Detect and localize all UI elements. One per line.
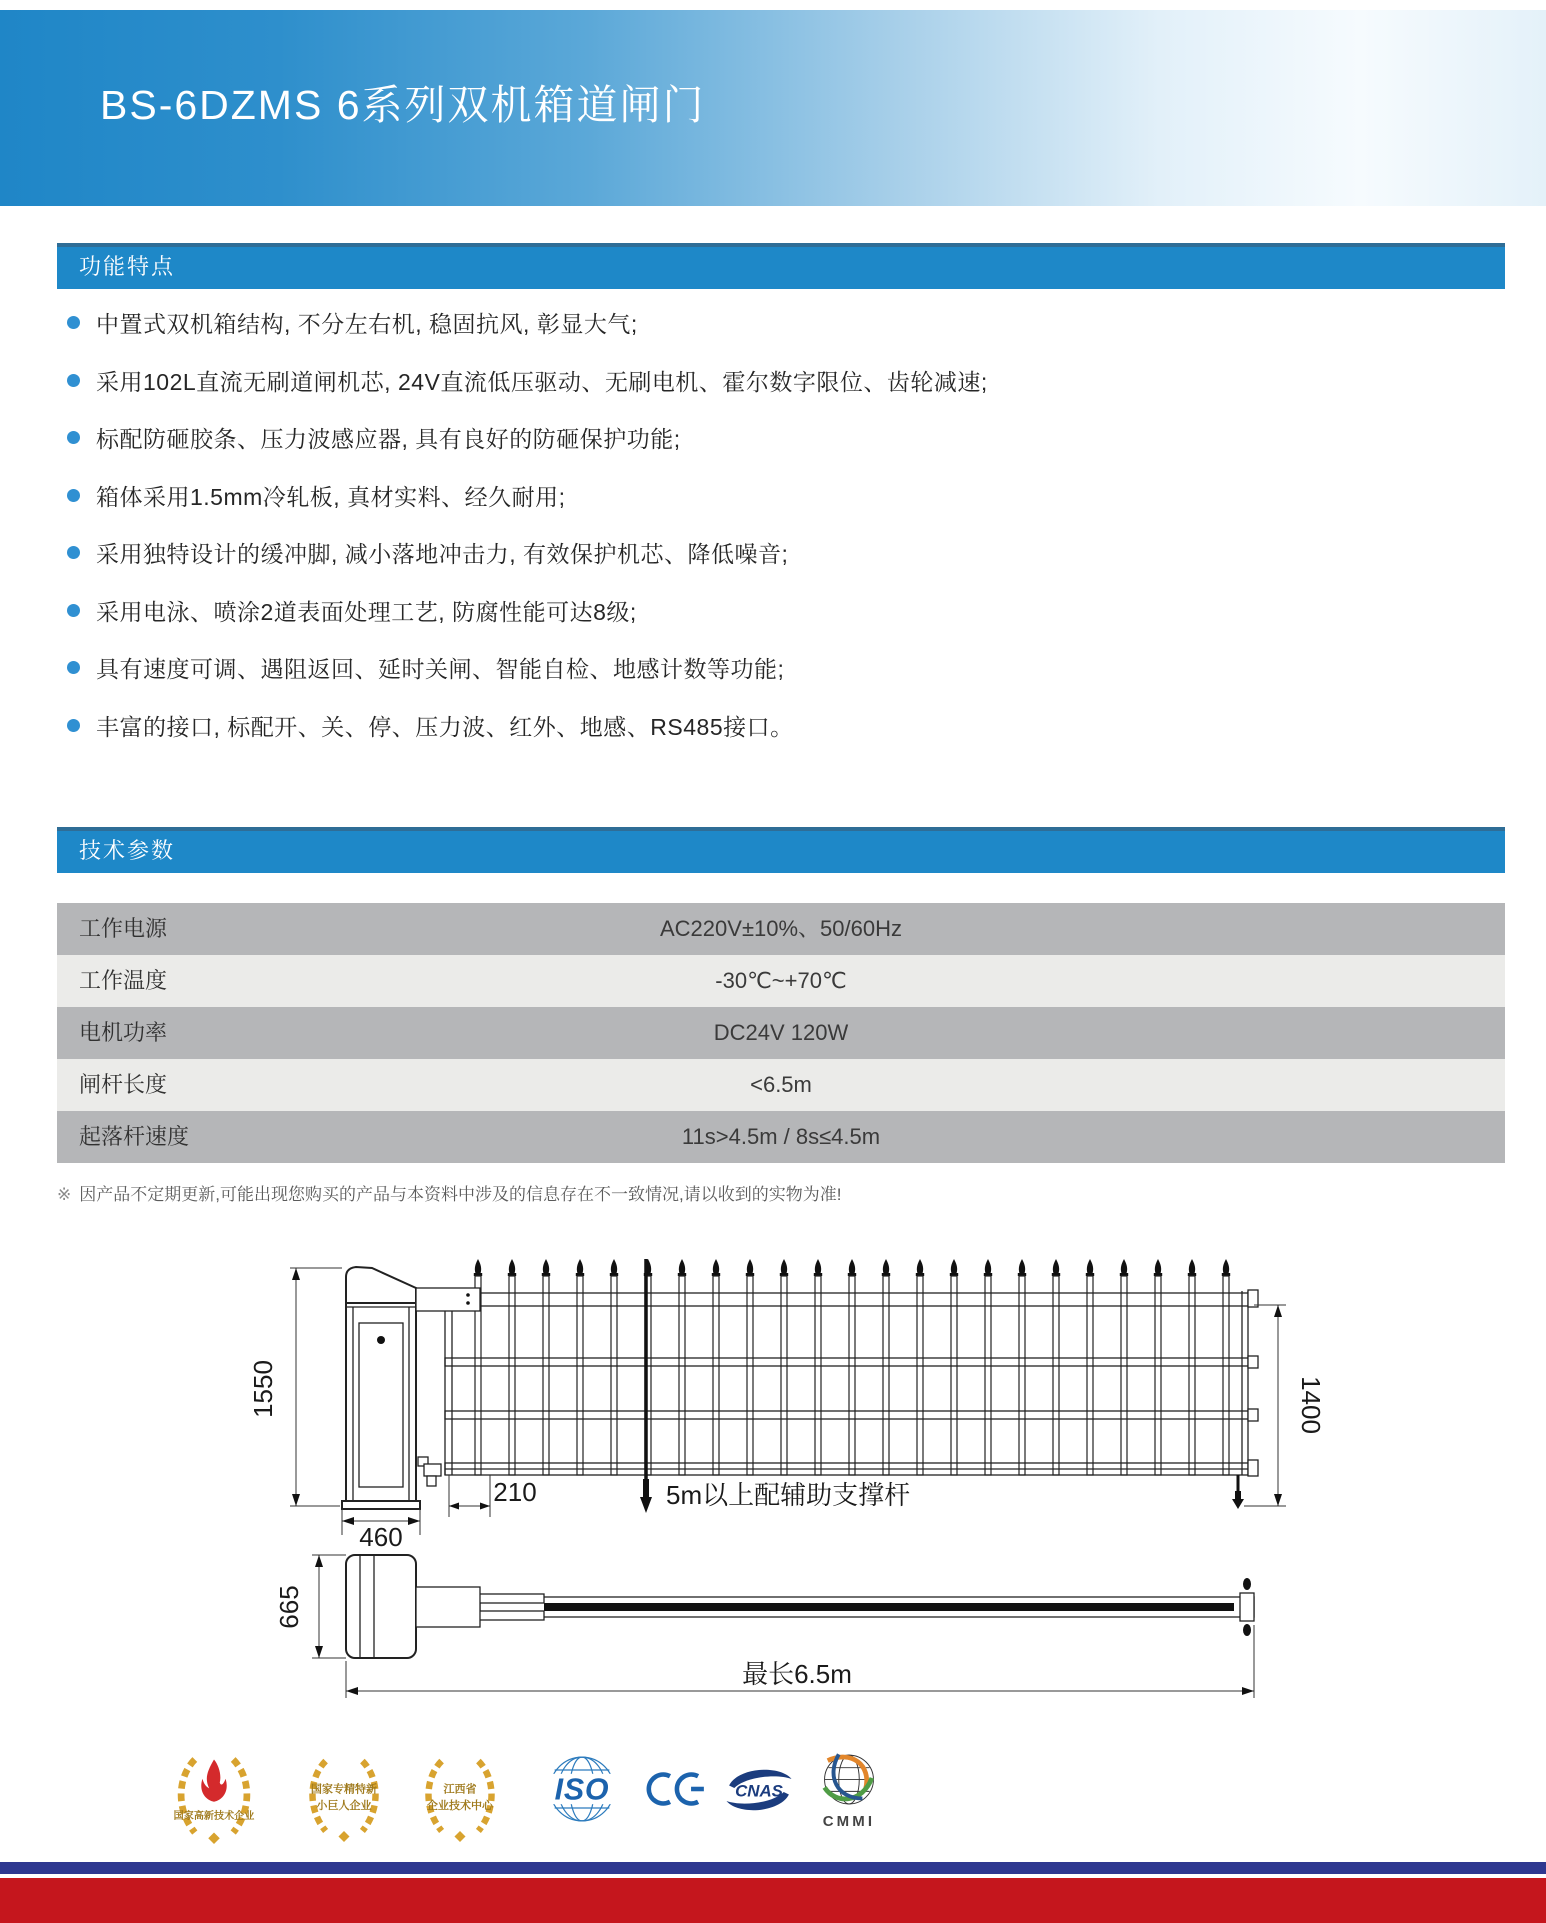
feature-text: 采用独特设计的缓冲脚, 减小落地冲击力, 有效保护机芯、降低噪音;: [96, 541, 789, 568]
cert-logo-cnas: [720, 1762, 798, 1823]
flame-icon: [201, 1760, 226, 1802]
disclaimer-note: [57, 1180, 841, 1205]
table-row: [57, 1111, 1505, 1163]
cert-badge-specialized-sme: [298, 1746, 390, 1851]
bullet-icon: [67, 489, 80, 502]
dim-cabinet-height: 1550: [248, 1360, 278, 1418]
spec-value: -30℃~+70℃: [715, 968, 847, 993]
spec-label: 工作电源: [79, 916, 168, 941]
spec-label: 起落杆速度: [79, 1124, 190, 1149]
spec-label: 闸杆长度: [79, 1072, 168, 1097]
feature-item: [57, 294, 1505, 352]
footer-navy-stripe: [0, 1862, 1546, 1874]
bullet-icon: [67, 431, 80, 444]
feature-item: [57, 582, 1505, 640]
cert-badge-national-high-tech: [166, 1746, 262, 1851]
cmmi-globe-icon: [812, 1748, 886, 1830]
feature-item: [57, 409, 1505, 467]
spec-label: 工作温度: [79, 968, 168, 993]
feature-item: [57, 639, 1505, 697]
note-text: 因产品不定期更新,可能出现您购买的产品与本资料中涉及的信息存在不一致情况,请以收到的实物为准!: [79, 1185, 842, 1204]
feature-text: 丰富的接口, 标配开、关、停、压力波、红外、地感、RS485接口。: [96, 713, 794, 740]
feature-text: 标配防砸胶条、压力波感应器, 具有良好的防砸保护功能;: [96, 426, 681, 453]
spec-value: <6.5m: [750, 1072, 812, 1097]
features-heading: 功能特点: [79, 254, 176, 279]
technical-drawing: [222, 1243, 1402, 1720]
bullet-icon: [67, 604, 80, 617]
cert-label: 企业技术中心: [426, 1799, 494, 1812]
feature-item: [57, 697, 1505, 755]
specs-heading: 技术参数: [79, 838, 176, 863]
cmmi-label: CMMI: [822, 1813, 876, 1830]
iso-globe-icon: [544, 1750, 620, 1828]
feature-item: [57, 352, 1505, 410]
cnas-swoosh-icon: [720, 1762, 798, 1818]
dim-cabinet-width: 460: [359, 1522, 403, 1552]
cert-label: 江西省: [443, 1783, 477, 1796]
feature-item: [57, 524, 1505, 582]
feature-item: [57, 467, 1505, 525]
cert-logo-cmmi: [812, 1748, 886, 1835]
laurel-wreath-icon: [298, 1746, 390, 1846]
feature-text: 采用电泳、喷涂2道表面处理工艺, 防腐性能可达8级;: [96, 598, 637, 625]
bullet-icon: [67, 661, 80, 674]
table-row: [57, 1059, 1505, 1111]
feature-text: 箱体采用1.5mm冷轧板, 真材实料、经久耐用;: [96, 483, 566, 510]
cert-label: 小巨人企业: [316, 1799, 372, 1812]
dim-cabinet-depth: 665: [274, 1585, 304, 1629]
cert-badge-jiangxi-tech-center: [414, 1746, 506, 1851]
barrier-gate-drawing: [222, 1243, 1402, 1715]
dim-max-length: 最长6.5m: [742, 1659, 852, 1689]
feature-text: 采用102L直流无刷道闸机芯, 24V直流低压驱动、无刷电机、霍尔数字限位、齿轮减速;: [96, 368, 988, 395]
support-rod-note: 5m以上配辅助支撑杆: [666, 1480, 911, 1510]
cert-label: 国家专精特新: [310, 1783, 378, 1796]
cnas-label: CNAS: [735, 1781, 783, 1801]
note-marker: ※: [57, 1185, 72, 1204]
header-band: [0, 10, 1546, 206]
feature-text: 中置式双机箱结构, 不分左右机, 稳固抗风, 彰显大气;: [96, 311, 638, 338]
footer-red-stripe: [0, 1878, 1546, 1923]
spec-table: [57, 903, 1505, 1163]
feature-text: 具有速度可调、遇阻返回、延时关闸、智能自检、地感计数等功能;: [96, 656, 785, 683]
iso-label: ISO: [554, 1772, 610, 1807]
dim-fence-height: 1400: [1296, 1376, 1326, 1434]
spec-value: 11s>4.5m / 8s≤4.5m: [681, 1124, 881, 1149]
spec-label: 电机功率: [79, 1020, 168, 1045]
feature-list: [57, 294, 1505, 754]
bullet-icon: [67, 546, 80, 559]
table-row: [57, 1007, 1505, 1059]
cert-label: 国家高新技术企业: [173, 1811, 255, 1823]
table-row: [57, 903, 1505, 955]
bullet-icon: [67, 719, 80, 732]
dim-fence-offset: 210: [493, 1477, 537, 1507]
laurel-wreath-icon: [166, 1746, 262, 1846]
bullet-icon: [67, 374, 80, 387]
bullet-icon: [67, 316, 80, 329]
table-row: [57, 955, 1505, 1007]
spec-value: DC24V 120W: [713, 1020, 849, 1045]
spec-value: AC220V±10%、50/60Hz: [660, 916, 902, 941]
cert-logo-ce: [646, 1766, 708, 1817]
specs-section-bar: [57, 827, 1505, 873]
page-title: BS-6DZMS 6系列双机箱道闸门: [100, 82, 706, 128]
features-section-bar: [57, 243, 1505, 289]
laurel-wreath-icon: [414, 1746, 506, 1846]
ce-mark-icon: [646, 1766, 708, 1812]
cert-logo-iso: [544, 1750, 620, 1833]
